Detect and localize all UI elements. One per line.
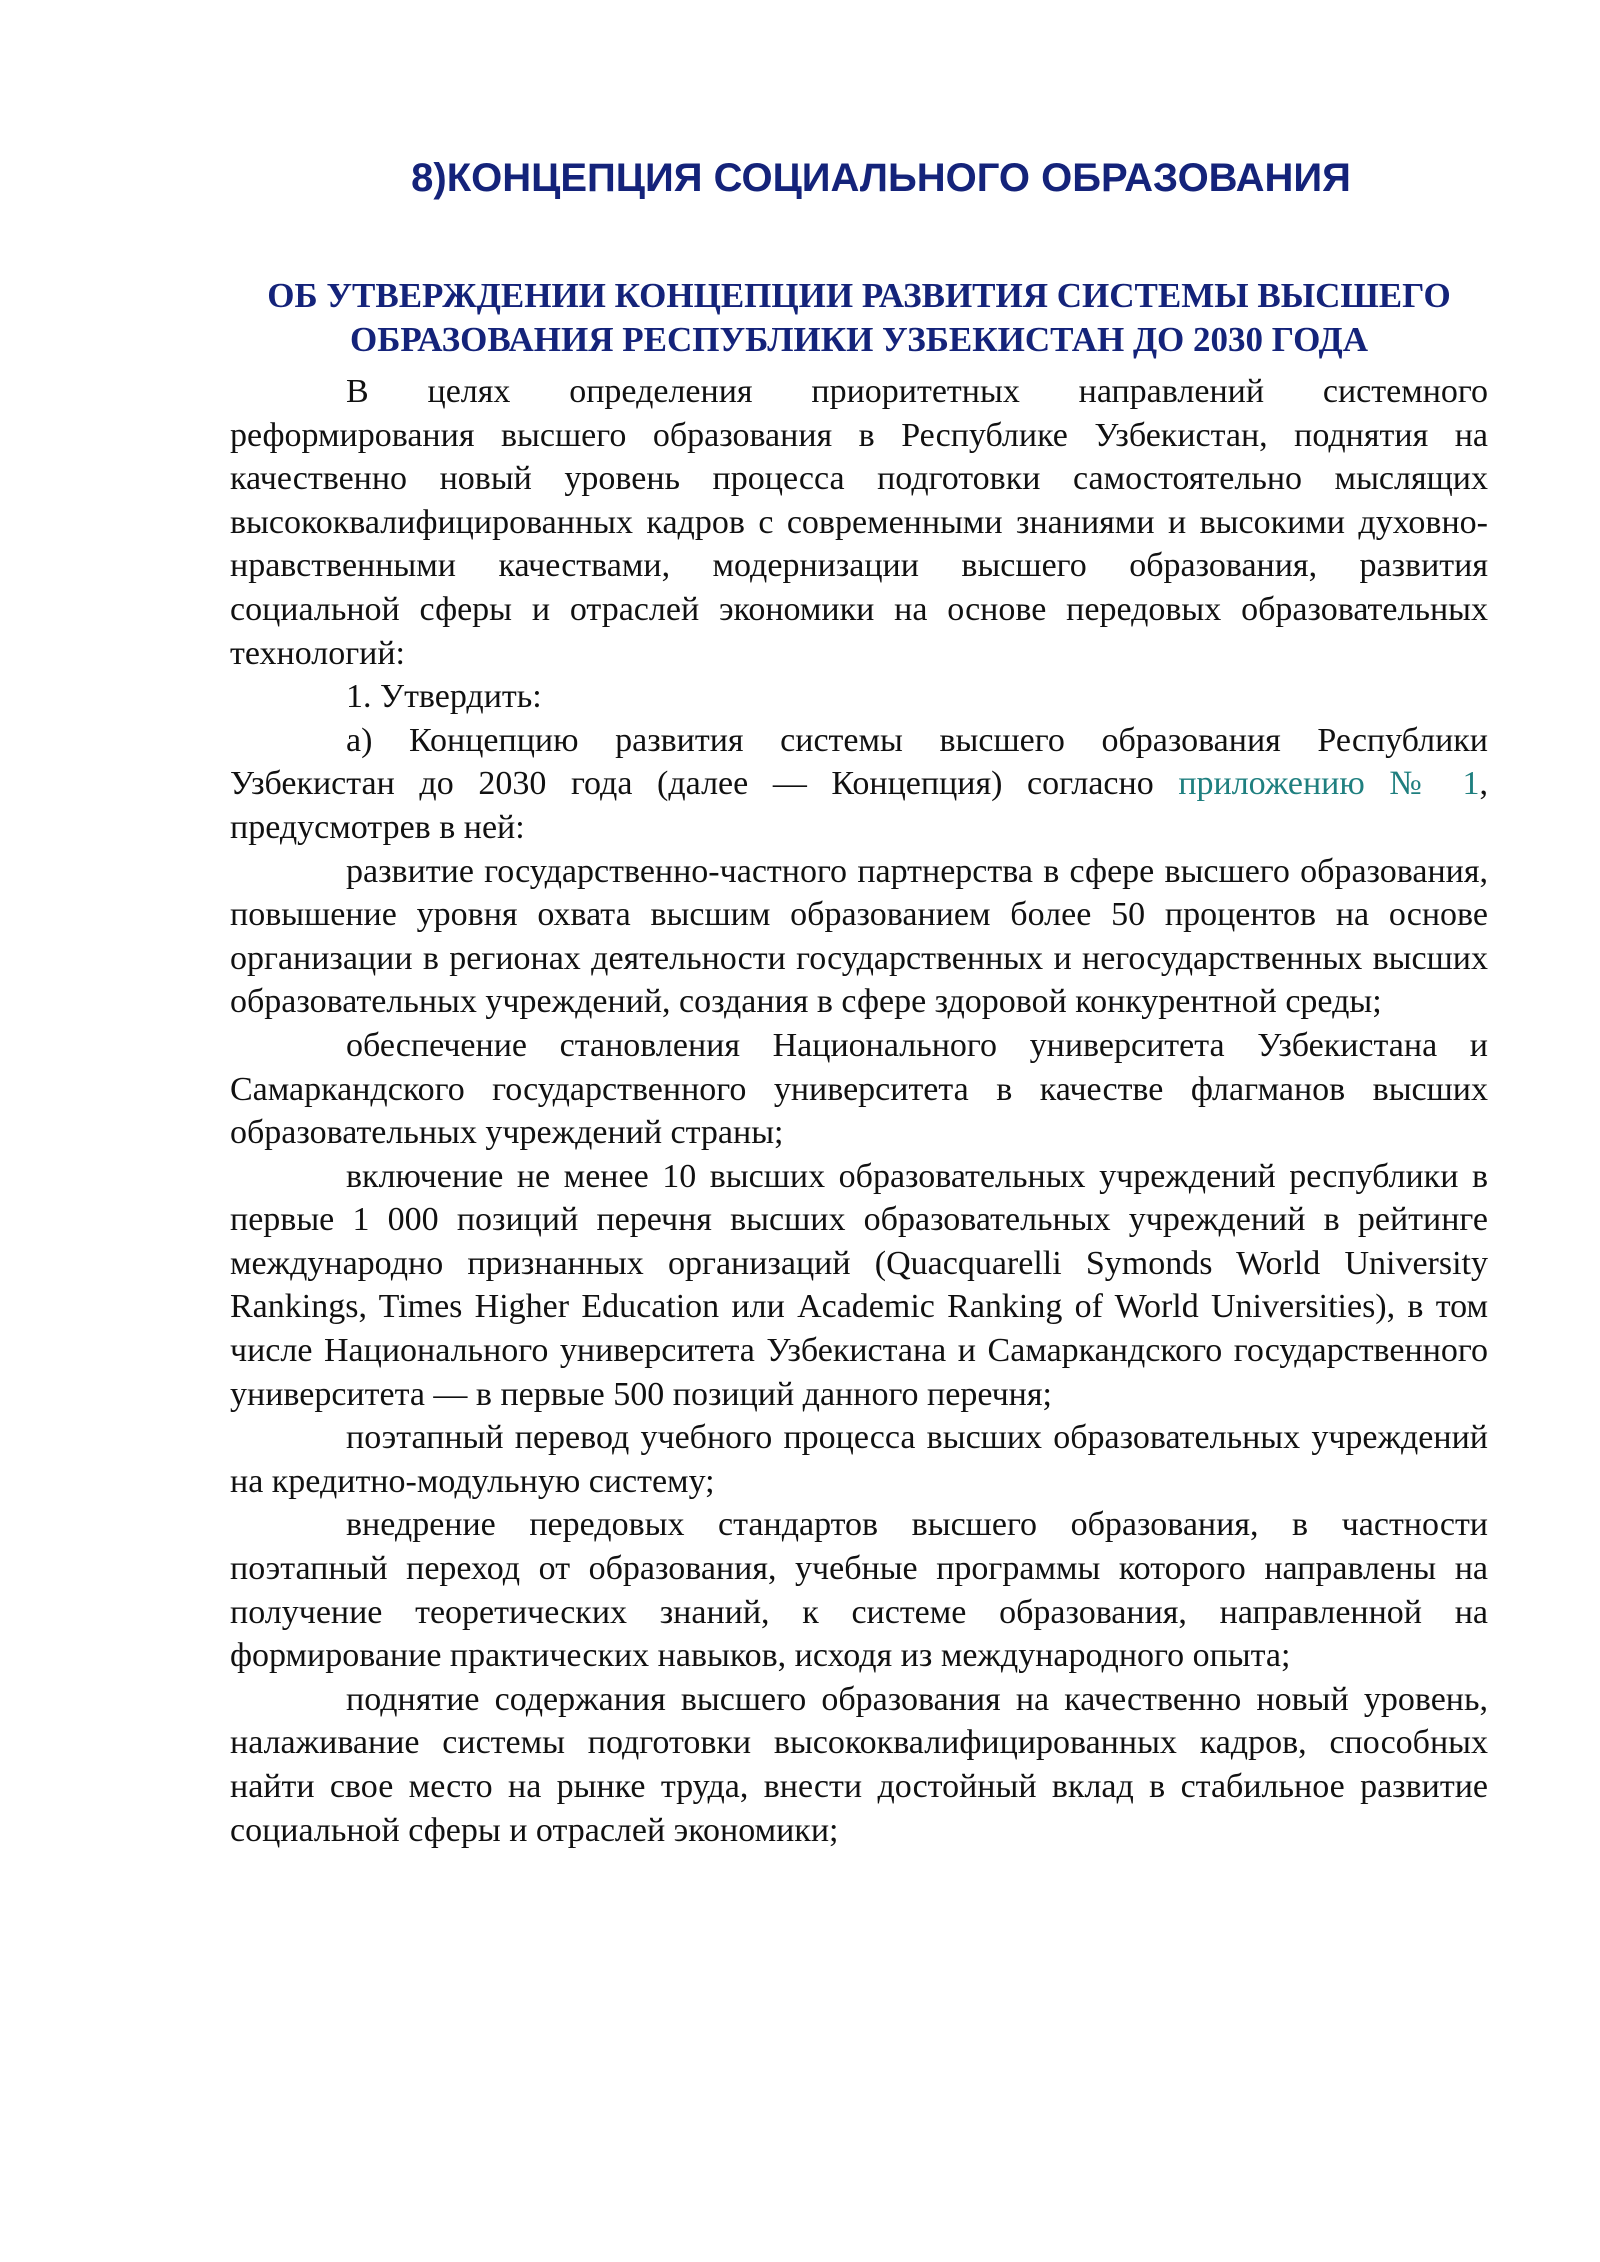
- paragraph-standards: внедрение передовых стандартов высшего образования, в частности поэтапный переход от образования, учебные программы которого направлены на получение теоретических знаний, к системе образования, направленной на формирование практических навыков, исходя из международного опыта;: [230, 1506, 1488, 1675]
- document-subtitle: ОБ УТВЕРЖДЕНИИ КОНЦЕПЦИИ РАЗВИТИЯ СИСТЕМЫ ВЫСШЕГО ОБРАЗОВАНИЯ РЕСПУБЛИКИ УЗБЕКИСТАН ДО 2030 ГОДА: [267, 276, 1451, 359]
- appendix-1-link[interactable]: приложению № 1: [1178, 765, 1480, 803]
- paragraph-credit-module: поэтапный перевод учебного процесса высших образовательных учреждений на кредитно-модульную систему;: [230, 1419, 1488, 1500]
- paragraph-item-a: [230, 719, 1488, 850]
- document-title: 8)КОНЦЕПЦИЯ СОЦИАЛЬНОГО ОБРАЗОВАНИЯ: [411, 156, 1351, 200]
- document-body: [230, 370, 1488, 1852]
- paragraph-rankings: включение не менее 10 высших образовательных учреждений республики в первые 1 000 позиций перечня высших образовательных учреждений в рейтинге международно признанных организаций (Quacquarelli Symonds World University Rankings, Times Higher Education или Academic Ranking of World Universities), в том числе Национального университета Узбекистана и Самаркандского государственного университета — в первые 500 позиций данного перечня;: [230, 1157, 1488, 1413]
- paragraph-item-a-text: а) Концепцию развития системы высшего образования Республики Узбекистан до 2030 года (далее — Концепция) согласно: [230, 721, 1488, 803]
- paragraph-item-1: 1. Утвердить:: [346, 678, 542, 716]
- paragraph-content-quality: поднятие содержания высшего образования на качественно новый уровень, налаживание системы подготовки высококвалифицированных кадров, способных найти свое место на рынке труда, внести достойный вклад в стабильное развитие социальной сферы и отраслей экономики;: [230, 1680, 1488, 1849]
- paragraph-flagship-universities: обеспечение становления Национального университета Узбекистана и Самаркандского государственного университета в качестве флагманов высших образовательных учреждений страны;: [230, 1026, 1488, 1152]
- paragraph-intro: В целях определения приоритетных направлений системного реформирования высшего образования в Республике Узбекистан, поднятия на качественно новый уровень процесса подготовки самостоятельно мыслящих высококвалифицированных кадров с современными знаниями и высокими духовно-нравственными качествами, модернизации высшего образования, развития социальной сферы и отраслей экономики на основе передовых образовательных технологий:: [230, 373, 1488, 672]
- paragraph-public-private-partnership: развитие государственно-частного партнерства в сфере высшего образования, повышение уровня охвата высшим образованием более 50 процентов на основе организации в регионах деятельности государственных и негосударственных высших образовательных учреждений, создания в сфере здоровой конкурентной среды;: [230, 852, 1488, 1021]
- paragraph-item-a-tail: , предусмотрев в ней:: [230, 765, 1489, 846]
- document-page: [230, 150, 1488, 1852]
